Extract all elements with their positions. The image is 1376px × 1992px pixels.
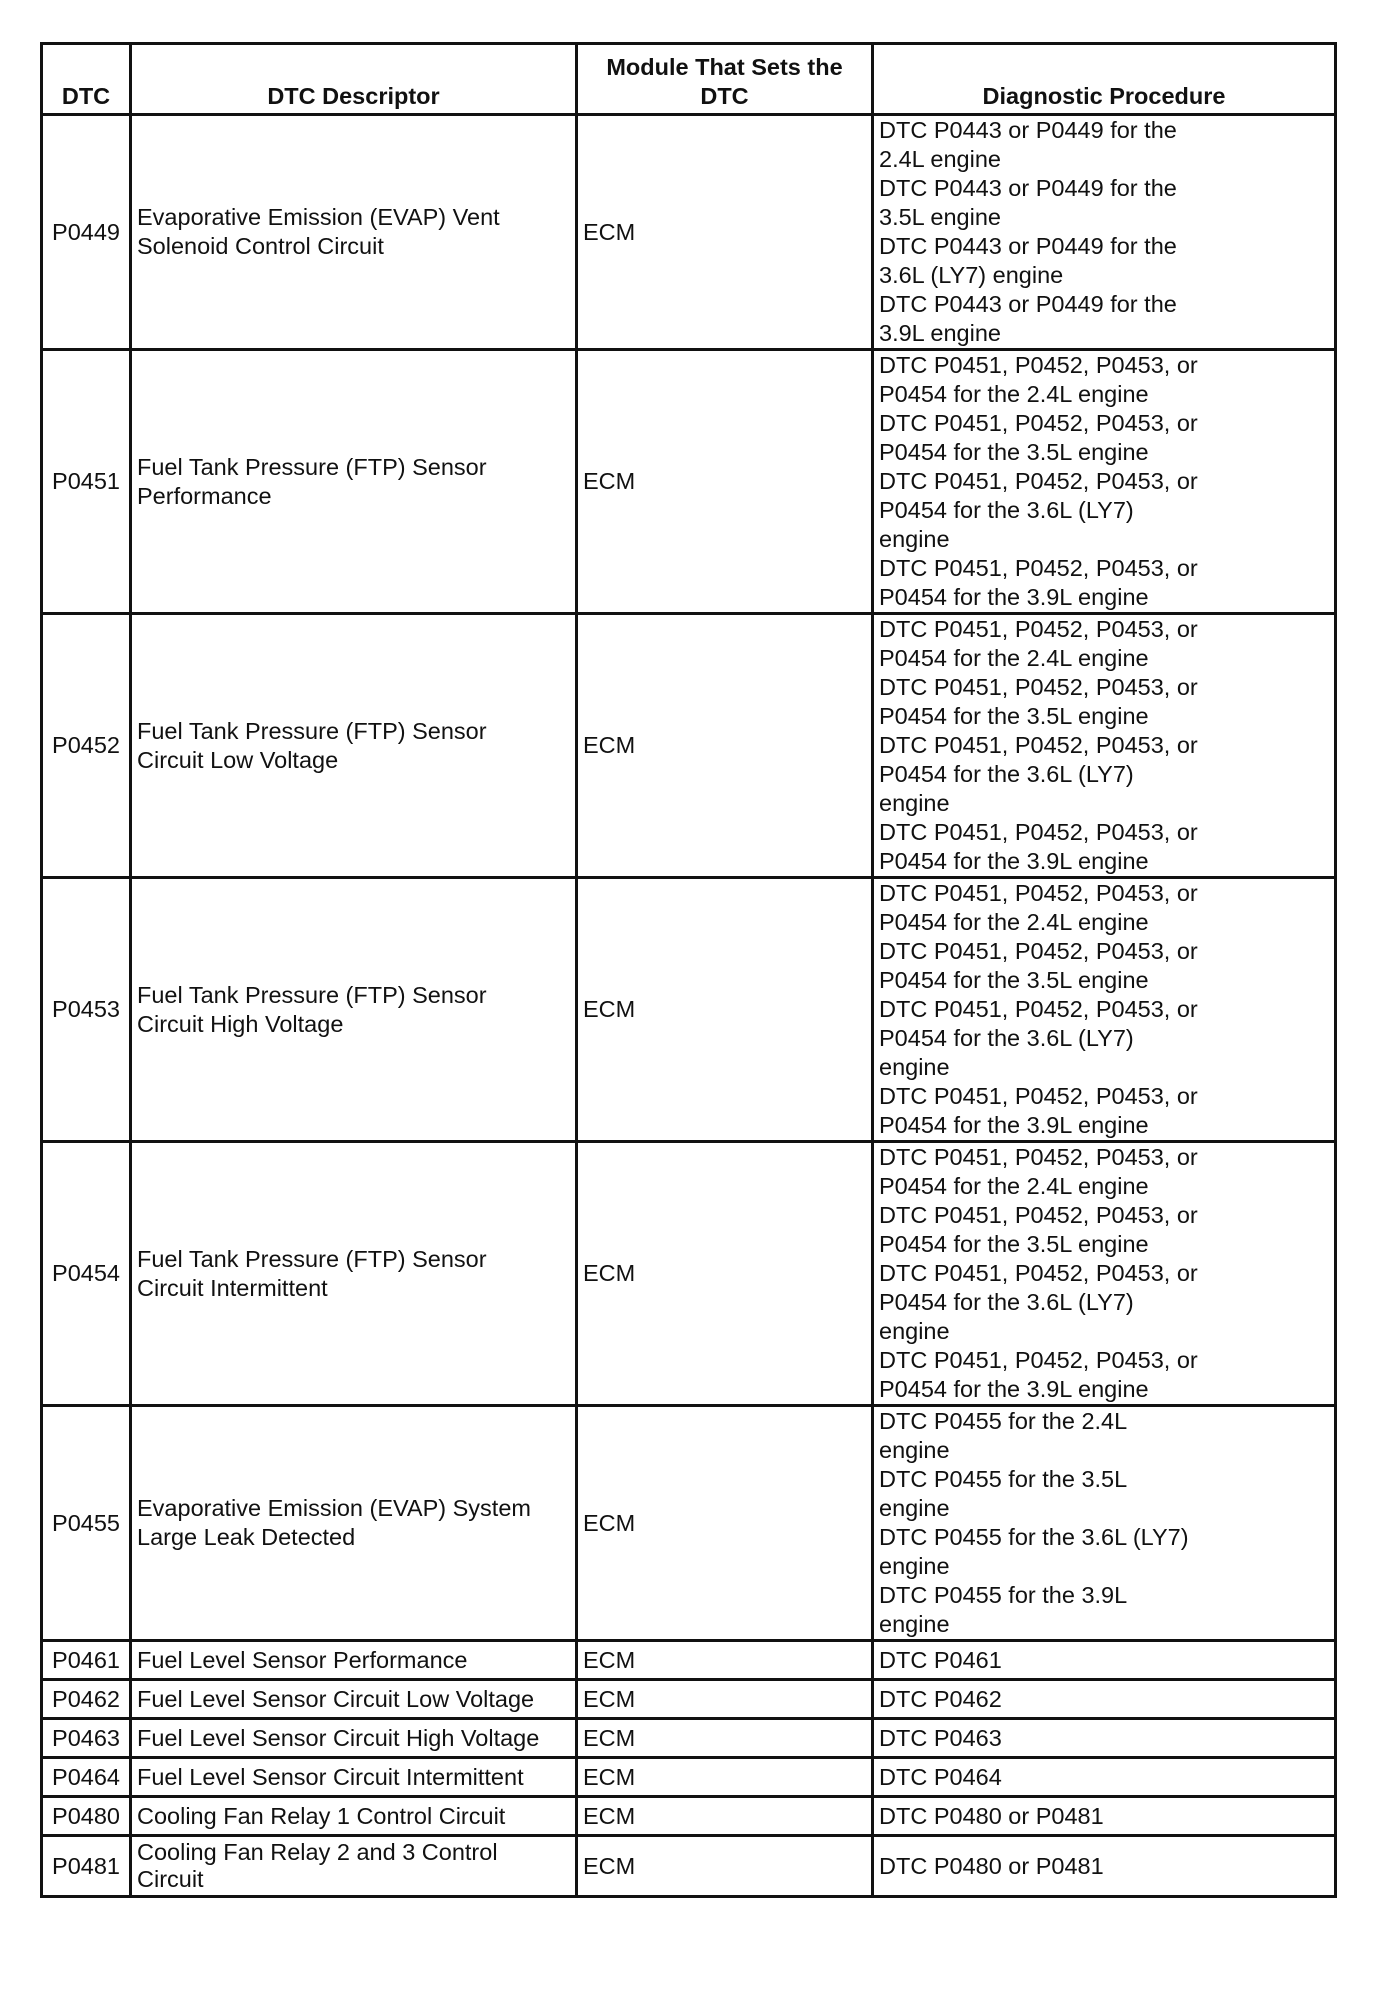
dtc-descriptor-cell	[131, 1142, 577, 1406]
module-cell-text: ECM	[583, 1509, 636, 1536]
table-row	[42, 1142, 1336, 1406]
module-cell-text: ECM	[583, 1852, 636, 1879]
module-cell	[577, 614, 873, 878]
dtc-code-cell-text: P0451	[52, 468, 120, 494]
dtc-code-cell	[42, 350, 131, 614]
header-module: Module That Sets the DTC	[577, 44, 873, 115]
dtc-descriptor-cell-text: Evaporative Emission (EVAP) Vent Solenoid Control Circuit	[137, 204, 500, 259]
procedure-cell	[873, 878, 1336, 1142]
procedure-cell	[873, 1797, 1336, 1836]
module-cell-text: ECM	[583, 996, 636, 1022]
procedure-line: DTC P0451, P0452, P0453, or P0454 for the 2.4L engine	[879, 352, 1198, 407]
dtc-descriptor-cell	[131, 1836, 577, 1897]
module-cell	[577, 115, 873, 350]
procedure-line: DTC P0451, P0452, P0453, or P0454 for the 2.4L engine	[879, 880, 1198, 935]
dtc-code-cell	[42, 1641, 131, 1680]
header-dtc: DTC	[42, 44, 131, 115]
procedure-cell-text: DTC P0480 or P0481	[879, 1802, 1104, 1829]
procedure-line: DTC P0455 for the 3.9L engine	[879, 1582, 1128, 1637]
dtc-code-cell-text: P0449	[52, 218, 120, 245]
procedure-line: DTC P0451, P0452, P0453, or P0454 for the 2.4L engine	[879, 1144, 1198, 1199]
dtc-code-cell	[42, 878, 131, 1142]
dtc-code-cell	[42, 1406, 131, 1641]
table-row	[42, 614, 1336, 878]
procedure-line: DTC P0451, P0452, P0453, or P0454 for the 3.6L (LY7) engine	[879, 996, 1198, 1080]
module-cell	[577, 1406, 873, 1641]
procedure-line: DTC P0451, P0452, P0453, or P0454 for the 3.6L (LY7) engine	[879, 1260, 1198, 1344]
header-procedure: Diagnostic Procedure	[873, 44, 1336, 115]
dtc-code-cell	[42, 1758, 131, 1797]
procedure-cell	[873, 1641, 1336, 1680]
procedure-line: DTC P0443 or P0449 for the 3.6L (LY7) engine	[879, 233, 1177, 288]
procedure-line: DTC P0451, P0452, P0453, or P0454 for the 3.5L engine	[879, 674, 1198, 729]
module-cell-text: ECM	[583, 1763, 636, 1790]
dtc-code-cell	[42, 614, 131, 878]
dtc-descriptor-cell-text: Evaporative Emission (EVAP) System Large Leak Detected	[137, 1495, 531, 1550]
module-cell-text: ECM	[583, 1260, 636, 1286]
dtc-code-cell-text: P0452	[52, 732, 120, 758]
procedure-line: DTC P0443 or P0449 for the 3.9L engine	[879, 291, 1177, 346]
module-cell-text: ECM	[583, 218, 636, 245]
table-row	[42, 1758, 1336, 1797]
dtc-code-cell-text: P0464	[52, 1763, 120, 1790]
module-cell	[577, 878, 873, 1142]
dtc-descriptor-cell-text: Cooling Fan Relay 2 and 3 Control Circuit	[137, 1839, 498, 1892]
dtc-descriptor-cell	[131, 878, 577, 1142]
module-cell	[577, 1758, 873, 1797]
procedure-line: DTC P0455 for the 3.5L engine	[879, 1466, 1128, 1521]
dtc-descriptor-cell	[131, 350, 577, 614]
procedure-line: DTC P0451, P0452, P0453, or P0454 for the 3.5L engine	[879, 938, 1198, 993]
module-cell	[577, 350, 873, 614]
procedure-line: DTC P0451, P0452, P0453, or P0454 for the 3.9L engine	[879, 1083, 1198, 1138]
procedure-line: DTC P0451, P0452, P0453, or P0454 for the 3.5L engine	[879, 1202, 1198, 1257]
procedure-cell	[873, 350, 1336, 614]
dtc-descriptor-cell-text: Fuel Tank Pressure (FTP) Sensor Performance	[137, 453, 487, 509]
dtc-descriptor-cell	[131, 1680, 577, 1719]
procedure-cell	[873, 1836, 1336, 1897]
table-row	[42, 115, 1336, 350]
dtc-code-cell	[42, 1797, 131, 1836]
procedure-cell-text: DTC P0463	[879, 1724, 1002, 1751]
dtc-descriptor-cell	[131, 1797, 577, 1836]
table-row	[42, 878, 1336, 1142]
table-body	[42, 115, 1336, 1897]
dtc-code-cell-text: P0455	[52, 1509, 120, 1536]
procedure-cell-text: DTC P0461	[879, 1646, 1002, 1673]
procedure-cell	[873, 1406, 1336, 1641]
dtc-table	[40, 42, 1337, 1898]
procedure-line: DTC P0455 for the 2.4L engine	[879, 1408, 1128, 1463]
dtc-code-cell-text: P0463	[52, 1724, 120, 1751]
procedure-line: DTC P0451, P0452, P0453, or P0454 for the 3.9L engine	[879, 819, 1198, 874]
dtc-descriptor-cell-text: Fuel Level Sensor Circuit Low Voltage	[137, 1685, 535, 1712]
procedure-line: DTC P0451, P0452, P0453, or P0454 for the 2.4L engine	[879, 616, 1198, 671]
module-cell-text: ECM	[583, 468, 636, 494]
procedure-line: DTC P0443 or P0449 for the 3.5L engine	[879, 175, 1177, 230]
procedure-cell	[873, 1758, 1336, 1797]
dtc-code-cell	[42, 1836, 131, 1897]
table-row	[42, 350, 1336, 614]
procedure-cell	[873, 115, 1336, 350]
dtc-code-cell	[42, 1680, 131, 1719]
module-cell-text: ECM	[583, 1685, 636, 1712]
table-row	[42, 1719, 1336, 1758]
module-cell	[577, 1797, 873, 1836]
procedure-cell	[873, 1142, 1336, 1406]
procedure-line: DTC P0451, P0452, P0453, or P0454 for the 3.9L engine	[879, 1347, 1198, 1402]
module-cell	[577, 1680, 873, 1719]
procedure-cell	[873, 1719, 1336, 1758]
dtc-descriptor-cell-text: Fuel Level Sensor Circuit High Voltage	[137, 1724, 540, 1751]
dtc-code-cell-text: P0461	[52, 1646, 120, 1673]
dtc-code-cell	[42, 1142, 131, 1406]
header-descriptor: DTC Descriptor	[131, 44, 577, 115]
dtc-descriptor-cell-text: Fuel Level Sensor Circuit Intermittent	[137, 1763, 524, 1790]
table-header	[42, 44, 1336, 115]
dtc-descriptor-cell-text: Fuel Level Sensor Performance	[137, 1646, 468, 1673]
table-row	[42, 1680, 1336, 1719]
module-cell-text: ECM	[583, 1646, 636, 1673]
dtc-descriptor-cell	[131, 115, 577, 350]
dtc-code-cell	[42, 115, 131, 350]
module-cell	[577, 1836, 873, 1897]
dtc-descriptor-cell	[131, 1719, 577, 1758]
dtc-descriptor-cell	[131, 1641, 577, 1680]
procedure-line: DTC P0451, P0452, P0453, or P0454 for the 3.6L (LY7) engine	[879, 468, 1198, 552]
procedure-cell	[873, 614, 1336, 878]
table-row	[42, 1836, 1336, 1897]
dtc-descriptor-cell-text: Fuel Tank Pressure (FTP) Sensor Circuit Intermittent	[137, 1245, 487, 1301]
dtc-code-cell-text: P0481	[52, 1852, 120, 1879]
procedure-line: DTC P0455 for the 3.6L (LY7) engine	[879, 1524, 1189, 1579]
dtc-descriptor-cell-text: Fuel Tank Pressure (FTP) Sensor Circuit Low Voltage	[137, 717, 487, 773]
module-cell-text: ECM	[583, 732, 636, 758]
procedure-cell-text: DTC P0480 or P0481	[879, 1852, 1104, 1879]
dtc-descriptor-cell-text: Cooling Fan Relay 1 Control Circuit	[137, 1802, 506, 1829]
dtc-code-cell-text: P0462	[52, 1685, 120, 1712]
procedure-line: DTC P0451, P0452, P0453, or P0454 for the 3.5L engine	[879, 410, 1198, 465]
table-row	[42, 1797, 1336, 1836]
dtc-code-cell-text: P0480	[52, 1802, 120, 1829]
module-cell-text: ECM	[583, 1802, 636, 1829]
procedure-cell-text: DTC P0462	[879, 1685, 1002, 1712]
procedure-line: DTC P0451, P0452, P0453, or P0454 for the 3.9L engine	[879, 555, 1198, 610]
procedure-cell	[873, 1680, 1336, 1719]
dtc-descriptor-cell	[131, 1758, 577, 1797]
module-cell	[577, 1641, 873, 1680]
module-cell	[577, 1719, 873, 1758]
procedure-cell-text: DTC P0464	[879, 1763, 1002, 1790]
dtc-descriptor-cell	[131, 614, 577, 878]
table-row	[42, 1641, 1336, 1680]
dtc-code-cell-text: P0453	[52, 996, 120, 1022]
module-cell	[577, 1142, 873, 1406]
module-cell-text: ECM	[583, 1724, 636, 1751]
dtc-code-cell	[42, 1719, 131, 1758]
dtc-descriptor-cell-text: Fuel Tank Pressure (FTP) Sensor Circuit High Voltage	[137, 981, 487, 1037]
table-row	[42, 1406, 1336, 1641]
procedure-line: DTC P0451, P0452, P0453, or P0454 for the 3.6L (LY7) engine	[879, 732, 1198, 816]
dtc-code-cell-text: P0454	[52, 1260, 120, 1286]
dtc-descriptor-cell	[131, 1406, 577, 1641]
procedure-line: DTC P0443 or P0449 for the 2.4L engine	[879, 117, 1177, 172]
